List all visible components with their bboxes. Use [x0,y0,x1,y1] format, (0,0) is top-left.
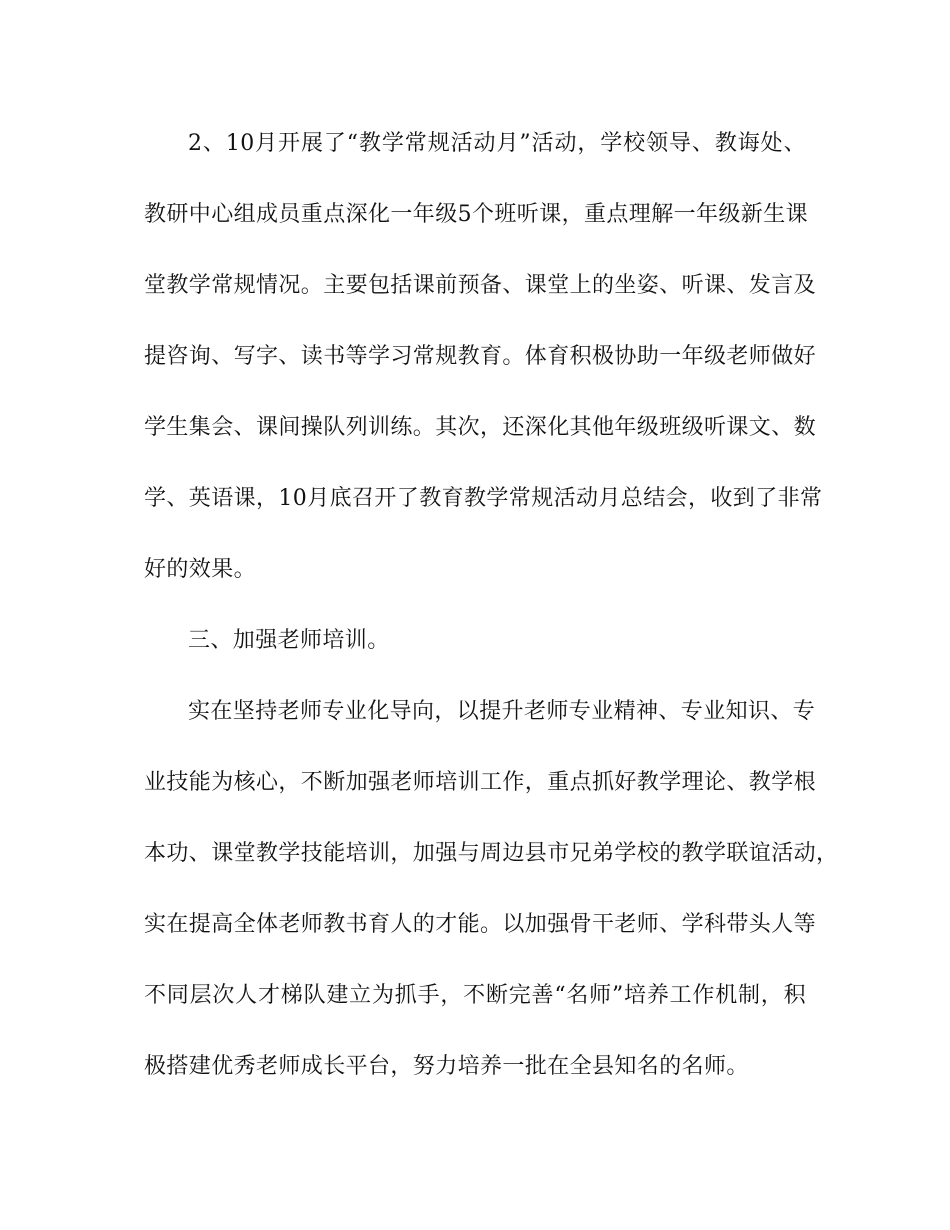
text-line: 本功、课堂教学技能培训，加强与周边县市兄弟学校的教学联谊活动， [144,841,839,866]
text-line: 业技能为核心，不断加强老师培训工作，重点抓好教学理论、教学根 [144,770,817,795]
text-line: 2、10月开展了“教学常规活动月”活动，学校领导、教诲处、 [188,131,806,156]
text-line: 不同层次人才梯队建立为抓手，不断完善“名师”培养工作机制，积 [144,983,806,1008]
text-line: 教研中心组成员重点深化一年级5个班听课，重点理解一年级新生课 [144,202,808,227]
heading-line: 三、加强老师培训。 [188,628,390,653]
section-heading-teacher-training [144,621,806,692]
text-line: 堂教学常规情况。主要包括课前预备、课堂上的坐姿、听课、发言及 [144,273,817,298]
paragraph-activity-month [144,124,823,621]
text-line: 实在提高全体老师教书育人的才能。以加强骨干老师、学科带头人等 [144,912,817,937]
text-line: 极搭建优秀老师成长平台，努力培养一批在全县知名的名师。 [144,1054,749,1079]
text-line: 学生集会、课间操队列训练。其次，还深化其他年级班级听课文、数 [144,415,817,440]
paragraph-teacher-training [144,692,839,1118]
text-line: 实在坚持老师专业化导向，以提升老师专业精神、专业知识、专 [188,699,816,724]
text-line: 学、英语课，10月底召开了教育教学常规活动月总结会，收到了非常 [144,486,823,511]
document-body [144,124,839,1118]
text-line: 提咨询、写字、读书等学习常规教育。体育积极协助一年级老师做好 [144,344,817,369]
text-line: 好的效果。 [144,557,257,582]
